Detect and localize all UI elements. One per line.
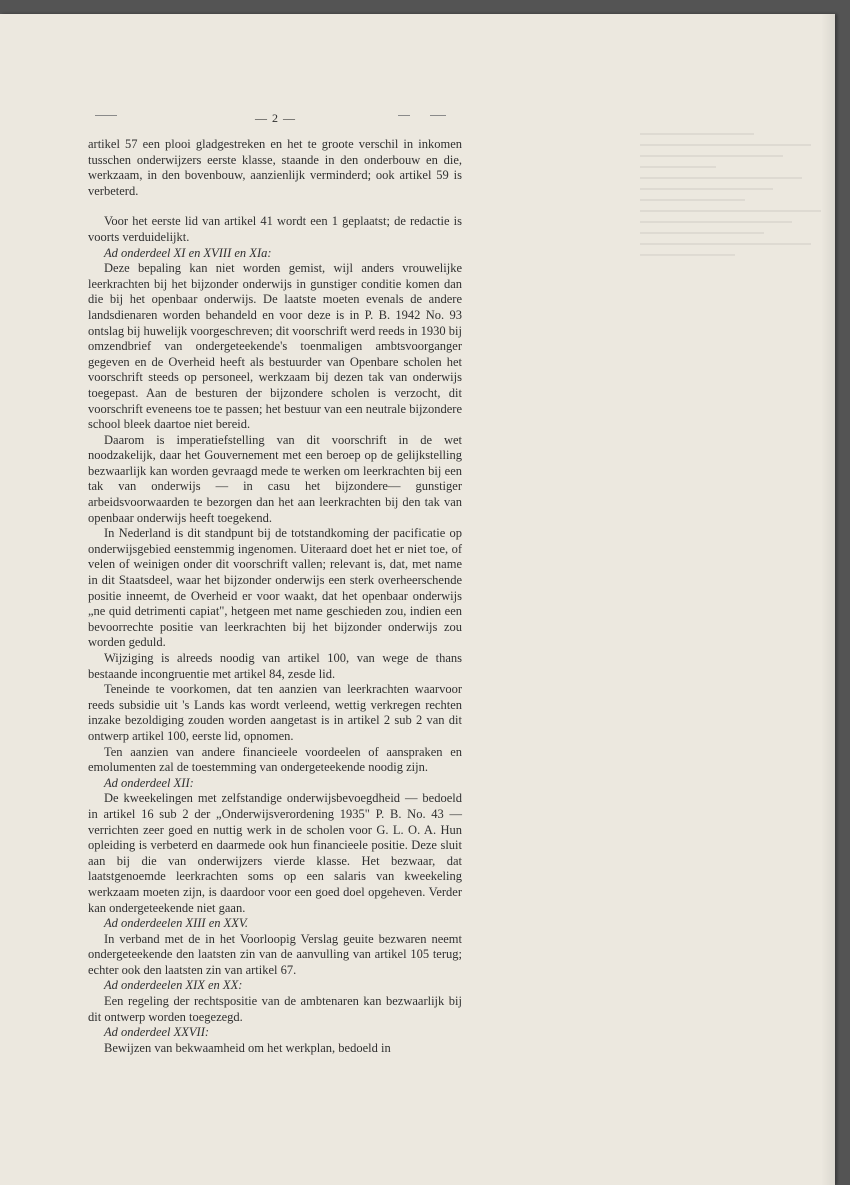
header-dash-left bbox=[95, 115, 117, 116]
header-dash-right bbox=[398, 115, 410, 116]
heading-onderdeel-xxvii: Ad onderdeel XXVII: bbox=[104, 1025, 210, 1040]
heading-onderdeel-xii: Ad onderdeel XII: bbox=[104, 775, 194, 790]
paragraph-article-100: Wijziging is alreeds noodig van artikel 100, van wege de thans bestaande incongruentie met artikel 84, zesde lid. bbox=[88, 651, 462, 681]
paragraph-article-41: Voor het eerste lid van artikel 41 wordt een 1 geplaatst; de redactie is voorts verduidelijkt. bbox=[88, 214, 462, 244]
heading-onderdeelen-xix-xx: Ad onderdeelen XIX en XX: bbox=[104, 978, 243, 993]
paragraph-female-teachers: Deze bepaling kan niet worden gemist, wijl anders vrouwelijke leerkrachten bij het bijzonder onderwijs in gunstiger conditie komen dan die bij het openbaar onderwijs. De laatste moeten evenals de andere landsdienaren worden behandeld en voor deze is in P. B. 1942 No. 93 ontslag bij huwelijk voorgeschreven; dit voorschrift werd reeds in 1930 bij omzendbrief van ondergeteekende's toenmaligen ambtsvoorganger gegeven en de Overheid heeft als bestuurder van Openbare scholen het voorschrift steeds op personeel, werkzaam bij dezen tak van onderwijs toegepast. Aan de besturen der bijzondere scholen is verzocht, dit voorschrift eveneens toe te passen; het bestuur van een neutrale bijzondere school bleek daartoe niet bereid. bbox=[88, 261, 462, 432]
paragraph-imperative: Daarom is imperatiefstelling van dit voorschrift in de wet noodzakelijk, daar het Gouvernement met een beroep op de gelijkstelling bezwaarlijk kan worden gevraagd mede te werken om leerkrachten bij een tak van onderwijs — in casu het bijzondere— gunstiger arbeidsvoorwaarden te bezorgen dan het aan leerkrachten bij den tak van openbaar onderwijs heeft toegekend. bbox=[88, 432, 462, 525]
paragraph-subsidy-rights: Teneinde te voorkomen, dat ten aanzien van leerkrachten waarvoor reeds subsidie uit 's Lands kas wordt verleend, wettig verkregen rechten inzake bezoldiging zouden worden aangetast is in artikel 2 sub 2 van dit ontwerp artikel 100, eerste lid, opnomen. bbox=[88, 682, 462, 743]
document-page bbox=[0, 14, 835, 1185]
paragraph-bewijzen: Bewijzen van bekwaamheid om het werkplan, bedoeld in bbox=[104, 1040, 391, 1055]
heading-onderdeel-xi-xviii-xia: Ad onderdeel XI en XVIII en XIa: bbox=[104, 245, 272, 260]
body-text bbox=[88, 137, 462, 1056]
paragraph-netherlands-pacification: In Nederland is dit standpunt bij de totstandkoming der pacificatie op onderwijsgebied eenstemmig ingenomen. Uiteraard doet het er niet toe, of velen of weinigen onder dit voorschrift vallen; relevant is, dat, met name in dit Staatsdeel, waar het bijzonder onderwijs een sterk overheerschende positie inneemt, de Overheid er voor waakt, dat het openbaar onderwijs „ne quid detrimenti capiat", hetgeen met name geschieden zou, indien een bevoorrechte positie van leerkrachten bij het bijzonder onderwijs zou worden geduld. bbox=[88, 526, 462, 650]
paragraph-kweekelingen: De kweekelingen met zelfstandige onderwijsbevoegdheid — bedoeld in artikel 16 sub 2 der „Onderwijsverordening 1935" P. B. No. 43 — verrichten zeer goed en nuttig werk in de scholen voor G. L. O. A. Hun opleiding is verbeterd en daarmede ook hun financieele positie. Deze sluit aan bij die van onderwijzers vierde klasse. Het bezwaar, dat laatstgenoemde leerkrachten soms op een salaris van kweekeling werkzaam moeten zijn, is daardoor voor een goed doel opgeheven. Verder kan ondergeteekende niet gaan. bbox=[88, 791, 462, 915]
heading-onderdeelen-xiii-xxv: Ad onderdeelen XIII en XXV. bbox=[104, 916, 249, 931]
page-number: — 2 — bbox=[255, 111, 296, 125]
paragraph-emoluments: Ten aanzien van andere financieele voordeelen of aanspraken en emolumenten zal de toestemming van ondergeteekende noodig zijn. bbox=[88, 744, 462, 775]
paragraph-rechtspositie: Een regeling der rechtspositie van de ambtenaren kan bezwaarlijk bij dit ontwerp worden toegezegd. bbox=[88, 994, 462, 1024]
paragraph-voorloopig-verslag: In verband met de in het Voorloopig Verslag geuite bezwaren neemt ondergeteekende den laatsten zin van de aanvulling van artikel 105 terug; echter ook den laatsten zin van artikel 67. bbox=[88, 931, 462, 977]
bleed-through-text bbox=[640, 124, 830, 364]
header-dash-right-2 bbox=[430, 115, 446, 116]
paragraph-salary-article-57: artikel 57 een plooi gladgestreken en het te groote verschil in inkomen tusschen onderwijzers eerste klasse, staande in den onderbouw en die, werkzaam, in den bovenbouw, aanzienlijk verminderd; ook artikel 59 is verbeterd. bbox=[88, 137, 462, 198]
